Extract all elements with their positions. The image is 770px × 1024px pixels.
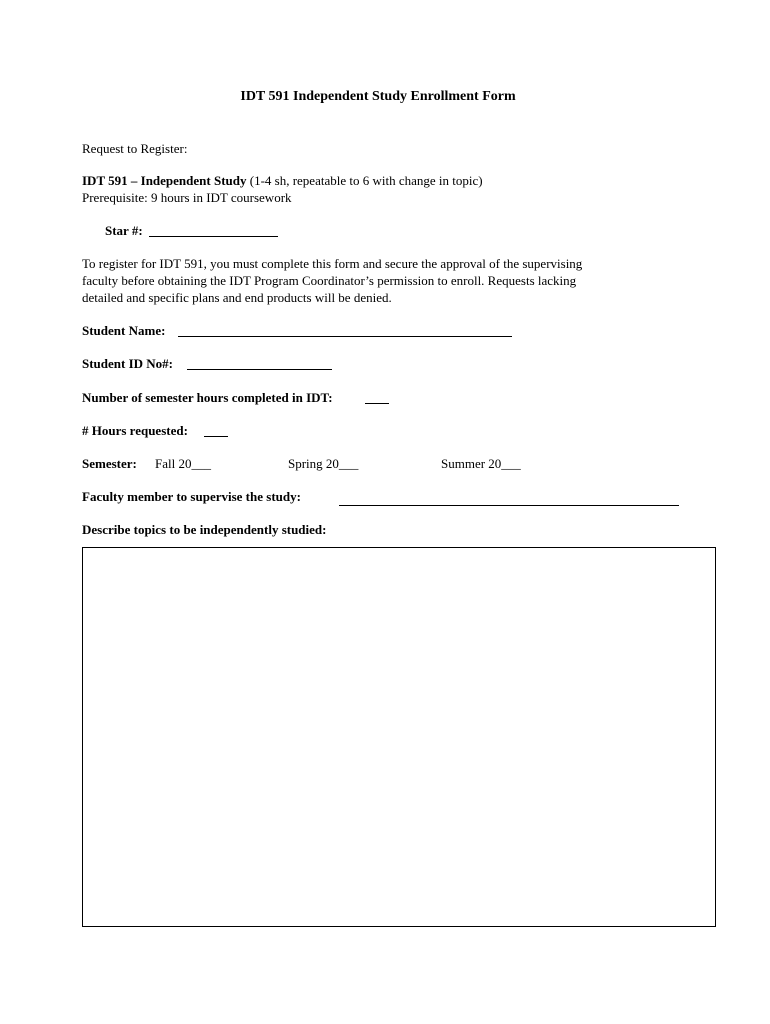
- student-id-field[interactable]: [187, 369, 332, 370]
- request-label: Request to Register:: [82, 141, 188, 156]
- faculty-field[interactable]: [339, 505, 679, 506]
- form-title: IDT 591 Independent Study Enrollment Form: [240, 89, 516, 104]
- student-id-label: Student ID No#:: [82, 356, 174, 371]
- instructions-line-2: faculty before obtaining the IDT Program Coordinator’s permission to enroll. Requests lacking: [82, 273, 577, 288]
- course-line: [82, 172, 483, 189]
- hours-requested-field[interactable]: [204, 436, 228, 437]
- hours-completed-field[interactable]: [365, 403, 389, 404]
- course-detail: (1-4 sh, repeatable to 6 with change in topic): [246, 173, 483, 188]
- semester-summer-option[interactable]: Summer 20___: [441, 456, 521, 471]
- semester-label: Semester:: [82, 456, 137, 471]
- semester-fall-option[interactable]: Fall 20___: [155, 456, 211, 471]
- course-name: IDT 591 – Independent Study: [82, 173, 247, 188]
- topics-label: Describe topics to be independently studied:: [82, 522, 327, 537]
- faculty-label: Faculty member to supervise the study:: [82, 489, 301, 504]
- hours-requested-label: # Hours requested:: [82, 423, 188, 438]
- student-name-field[interactable]: [178, 336, 512, 337]
- topics-textbox[interactable]: [82, 547, 716, 927]
- star-label: Star #:: [105, 223, 143, 238]
- student-name-label: Student Name:: [82, 323, 166, 338]
- prerequisite-text: Prerequisite: 9 hours in IDT coursework: [82, 190, 292, 205]
- semester-spring-option[interactable]: Spring 20___: [288, 456, 359, 471]
- instructions-line-1: To register for IDT 591, you must complete this form and secure the approval of the supervising: [82, 256, 583, 271]
- hours-completed-label: Number of semester hours completed in IDT:: [82, 390, 333, 405]
- star-field[interactable]: [149, 236, 278, 237]
- instructions-line-3: detailed and specific plans and end products will be denied.: [82, 290, 392, 305]
